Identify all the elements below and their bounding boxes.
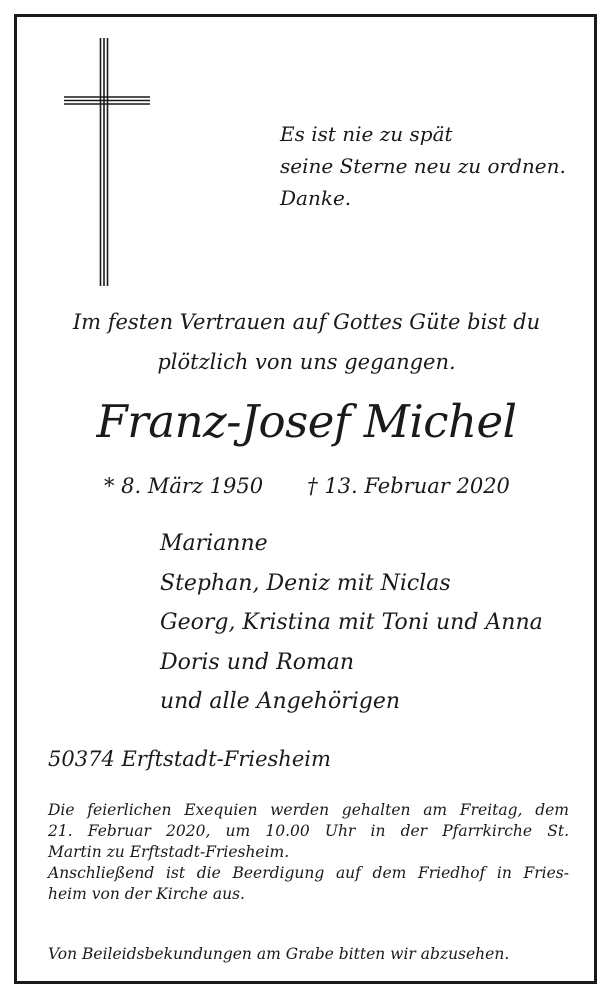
birth-date: * 8. März 1950	[104, 474, 264, 498]
intro-line: plötzlich von uns gegangen.	[157, 350, 456, 374]
funeral-line: 21. Februar 2020, um 10.00 Uhr in der Pfarrkirche St.	[48, 822, 569, 840]
quote-block	[280, 118, 580, 214]
place-line: 50374 Erftstadt-Friesheim	[48, 747, 331, 771]
quote-line: Danke.	[280, 186, 352, 210]
family-list	[160, 524, 543, 722]
life-dates	[104, 470, 510, 502]
death-date: † 13. Februar 2020	[307, 474, 510, 498]
intro-text	[20, 302, 593, 382]
cross-icon	[64, 38, 150, 286]
intro-line: Im festen Vertrauen auf Gottes Güte bist du	[72, 310, 541, 334]
funeral-line: Martin zu Erftstadt-Friesheim.	[48, 843, 290, 861]
family-member: und alle Angehörigen	[160, 689, 401, 714]
funeral-line: Die feierlichen Exequien werden gehalten am Freitag, dem	[48, 801, 569, 819]
family-member: Marianne	[160, 531, 268, 556]
quote-line: seine Sterne neu zu ordnen.	[280, 154, 566, 178]
deceased-name: Franz-Josef Michel	[96, 395, 517, 448]
closing-note: Von Beileidsbekundungen am Grabe bitten wir abzusehen.	[48, 945, 510, 963]
funeral-notice	[48, 800, 569, 905]
funeral-line: heim von der Kirche aus.	[48, 885, 245, 903]
funeral-line: Anschließend ist die Beerdigung auf dem Friedhof in Fries-	[48, 864, 569, 882]
family-member: Georg, Kristina mit Toni und Anna	[160, 610, 543, 635]
quote-line: Es ist nie zu spät	[280, 122, 453, 146]
family-member: Stephan, Deniz mit Niclas	[160, 570, 451, 596]
family-member: Doris und Roman	[160, 649, 355, 675]
